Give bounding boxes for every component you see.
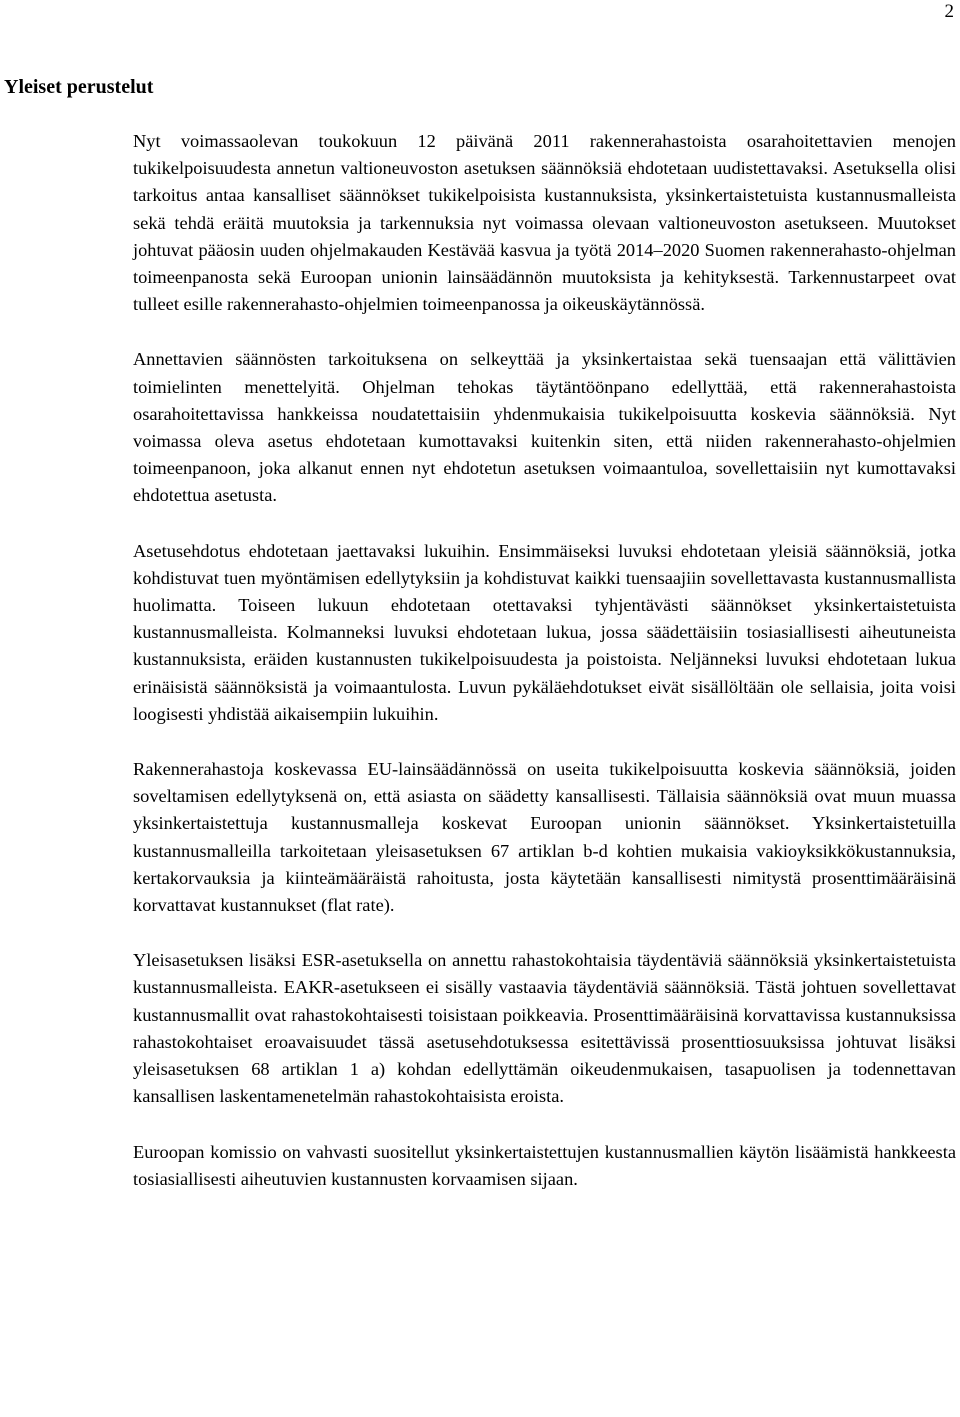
body-text bbox=[133, 128, 956, 1221]
paragraph-3: Asetusehdotus ehdotetaan jaettavaksi lukuihin. Ensimmäiseksi luvuksi ehdotetaan yleisiä säännöksiä, jotka kohdistuvat tuen myöntämisen edellytyksiin ja kohdistuvat kaikki tuensaajiin sovellettavasta kustannusmallista huolimatta. Toiseen lukuun ehdotetaan otettavaksi tyhjentävästi säännökset yksinkertaistetuista kustannusmalleista. Kolmanneksi luvuksi ehdotetaan lukua, jossa säädettäisiin tosiasiallisesti aiheutuneista kustannuksista, eräiden kustannusten tukikelpoisuudesta ja poistoista. Neljänneksi luvuksi ehdotetaan lukua erinäisistä säännöksistä ja voimaantulosta. Luvun pykäläehdotukset eivät sisällöltään ole sellaisia, joita voisi loogisesti yhdistää aikaisempiin lukuihin. bbox=[133, 540, 956, 724]
section-heading: Yleiset perustelut bbox=[4, 76, 154, 98]
paragraph-4: Rakennerahastoja koskevassa EU-lainsäädännössä on useita tukikelpoisuutta koskevia säännöksiä, joiden soveltamisen edellytyksenä on, että asiasta on säädetty kansallisesti. Tällaisia säännöksiä ovat muun muassa yksinkertaistettuja kustannusmalleja koskevat Euroopan unionin säännökset. Yksinkertaistetuilla kustannusmalleilla tarkoitetaan yleisasetuksen 67 artiklan b-d kohtien mukaisia vakioyksikkökustannuksia, kertakorvauksia ja kiinteämääräistä rahoitusta, josta käytetään kansallisesti nimitystä prosenttimääräisinä korvattavat kustannukset (flat rate). bbox=[133, 759, 956, 916]
paragraph-6: Euroopan komissio on vahvasti suositellut yksinkertaistettujen kustannusmallien käytön lisäämistä hankkeesta tosiasiallisesti aiheutuvien kustannusten korvaamisen sijaan. bbox=[133, 1141, 956, 1189]
page-number: 2 bbox=[944, 1, 954, 22]
paragraph-2: Annettavien säännösten tarkoituksena on selkeyttää ja yksinkertaistaa sekä tuensaajan että välittävien toimielinten menettelyitä. Ohjelman tehokas täytäntöönpano edellyttää, että rakennerahastoista osarahoitettavissa hankkeissa noudatettaisiin yhdenmukaisia tukikelpoisuutta koskevia säännöksiä. Nyt voimassa oleva asetus ehdotetaan kumottavaksi kuitenkin siten, että niiden rakennerahasto-ohjelmien toimeenpanoon, joka alkanut ennen nyt ehdotetun asetuksen voimaantuloa, sovellettaisiin nyt kumottavaksi ehdotettua asetusta. bbox=[133, 349, 956, 506]
paragraph-1: Nyt voimassaolevan toukokuun 12 päivänä 2011 rakennerahastoista osarahoitettavien menojen tukikelpoisuudesta annetun valtioneuvoston asetuksen säännöksiä ehdotetaan uudistettavaksi. Asetuksella olisi tarkoitus antaa kansalliset säännökset tukikelpoisista kustannuksista, yksinkertaistetuista kustannusmalleista sekä tehdä eräitä muutoksia ja tarkennuksia nyt voimassa olevaan valtioneuvoston asetukseen. Muutokset johtuvat pääosin uuden ohjelmakauden Kestävää kasvua ja työtä 2014–2020 Suomen rakennerahasto-ohjelman toimeenpanosta sekä Euroopan unionin lainsäädännön muutoksista ja kehityksestä. Tarkennustarpeet ovat tulleet esille rakennerahasto-ohjelmien toimeenpanossa ja oikeuskäytännössä. bbox=[133, 131, 956, 315]
paragraph-5: Yleisasetuksen lisäksi ESR-asetuksella on annettu rahastokohtaisia täydentäviä säännöksiä yksinkertaistetuista kustannusmalleista. EAKR-asetukseen ei sisälly vastaavia täydentäviä säännöksiä. Tästä johtuen sovellettavat kustannusmallit ovat rahastokohtaisesti toisistaan poikkeavia. Prosenttimääräisinä korvattavissa kustannuksissa rahastokohtaiset eroavaisuudet tässä asetusehdotuksessa esitettävissä prosenttiosuuksissa johtuvat lisäksi yleisasetuksen 68 artiklan 1 a) kohdan edellyttämän oikeudenmukaisen, tasapuolisen ja todennettavan kansallisen laskentamenetelmän rahastokohtaisista eroista. bbox=[133, 950, 956, 1107]
